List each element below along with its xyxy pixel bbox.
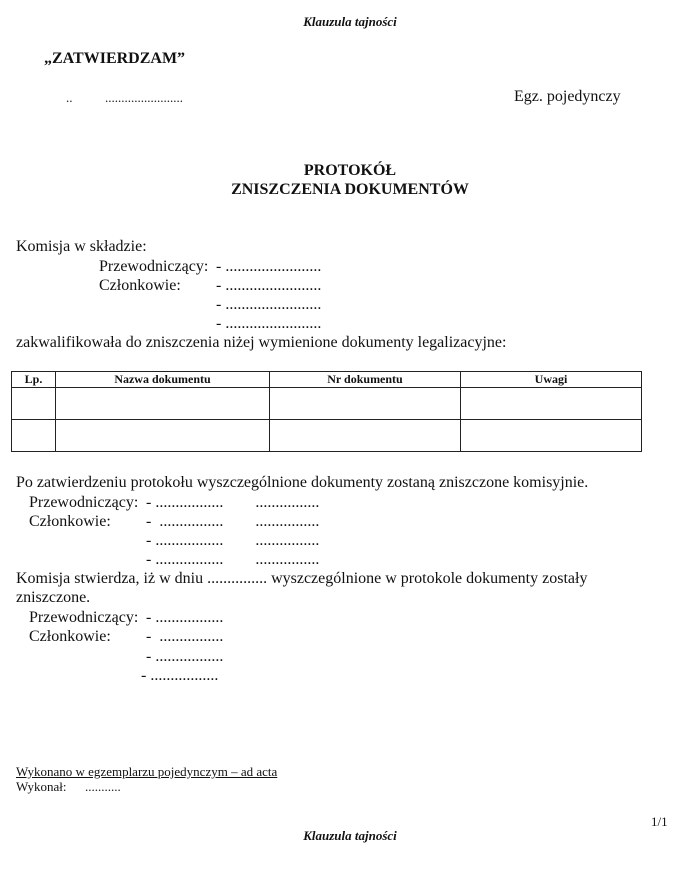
made-by-label: Wykonał: [16,779,67,794]
after-approval-members-label: Członkowie: [29,513,111,530]
after-approval-text: Po zatwierdzeniu protokołu wyszczególnione dokumenty zostaną zniszczone komisyjnie. [16,474,589,491]
destruction-member-3: - ................. [141,667,219,684]
table-cell[interactable] [270,388,461,420]
qualified-text: zakwalifikowała do zniszczenia niżej wymienione dokumenty legalizacyjne: [16,334,507,351]
copy-note: Wykonano w egzemplarzu pojedynczym – ad acta [16,764,278,779]
copy-label: Egz. pojedynczy [514,88,621,105]
column-header-lp: Lp. [12,372,56,388]
table-cell[interactable] [270,420,461,452]
table-row [12,420,642,452]
committee-chair-value: - ........................ [216,258,322,275]
classification-header: Klauzula tajności [303,14,397,29]
table-header-row [12,372,642,388]
after-approval-chair-label: Przewodniczący: [29,494,139,511]
after-approval-chair-line: - ................. ................ [146,494,320,511]
destruction-member-2: - ................. [146,648,224,665]
table-cell[interactable] [461,420,642,452]
destruction-chair-line: - ................. [146,609,224,626]
committee-intro: Komisja w składzie: [16,238,147,255]
destruction-chair-label: Przewodniczący: [29,609,139,626]
made-by-value: ........... [85,779,121,794]
destruction-text-line1: Komisja stwierdza, iż w dniu ............... wyszczególnione w protokole dokumenty zostały [16,570,588,587]
document-title-line2: ZNISZCZENIA DOKUMENTÓW [231,181,469,198]
table-cell[interactable] [12,388,56,420]
after-approval-member-3: - ................. ................ [146,551,320,568]
column-header-number: Nr dokumentu [270,372,461,388]
approval-date-line: .. ........................ [66,90,183,105]
destruction-member-1: - ................ [146,628,224,645]
column-header-remarks: Uwagi [461,372,642,388]
table-cell[interactable] [12,420,56,452]
committee-member-2: - ........................ [216,296,322,313]
page-number: 1/1 [651,814,668,829]
after-approval-member-2: - ................. ................ [146,532,320,549]
destruction-text-line2: zniszczone. [16,589,91,606]
table-row [12,388,642,420]
table-cell[interactable] [56,420,270,452]
committee-members-label: Członkowie: [99,277,181,294]
table-cell[interactable] [56,388,270,420]
column-header-name: Nazwa dokumentu [56,372,270,388]
committee-member-3: - ........................ [216,315,322,332]
after-approval-member-1: - ................ ................ [146,513,320,530]
documents-table [11,371,642,452]
classification-footer: Klauzula tajności [303,828,397,843]
committee-member-1: - ........................ [216,277,322,294]
destruction-members-label: Członkowie: [29,628,111,645]
table-cell[interactable] [461,388,642,420]
committee-chair-label: Przewodniczący: [99,258,209,275]
approval-heading: „ZATWIERDZAM” [44,50,186,67]
document-title-line1: PROTOKÓŁ [303,162,397,179]
